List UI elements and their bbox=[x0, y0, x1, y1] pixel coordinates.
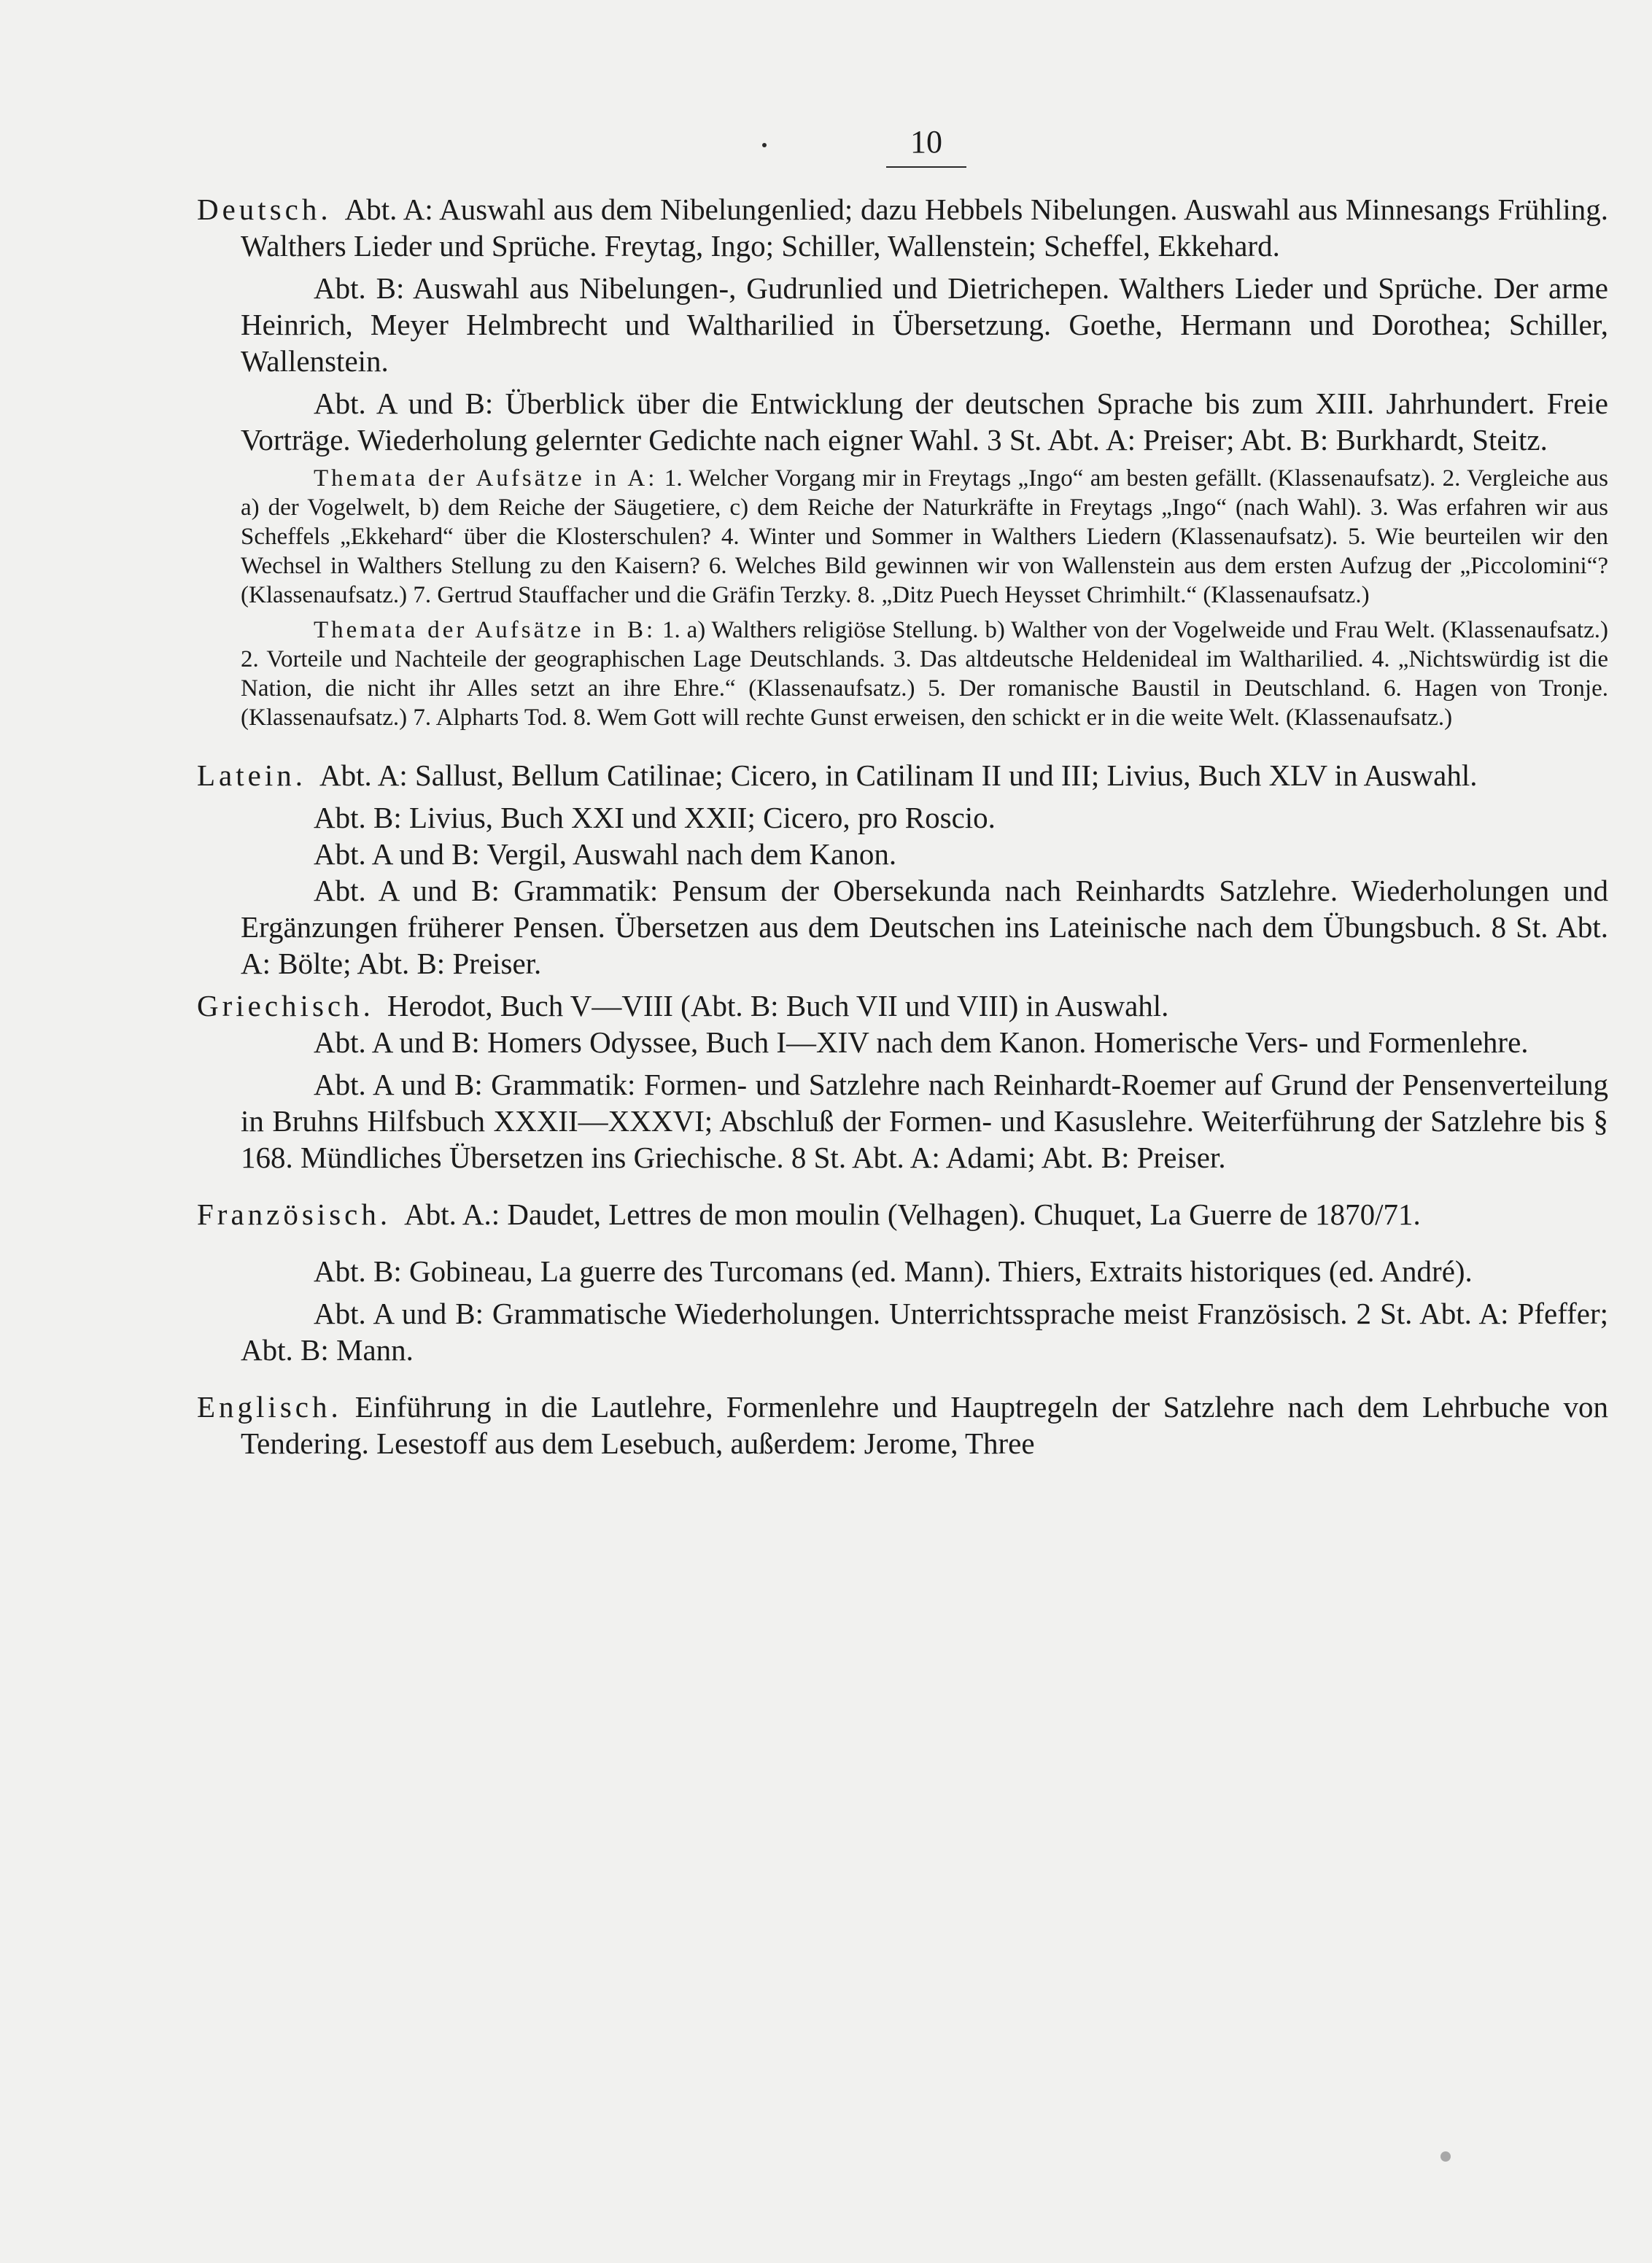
latein-paragraph-2: Abt. B: Livius, Buch XXI und XXII; Cicero, pro Roscio. bbox=[314, 801, 996, 834]
deutsch-text-1: Abt. A: Auswahl aus dem Nibelungenlied; dazu Hebbels Nibelungen. Auswahl aus Minnesangs Frühling. Walthers Lieder und Sprüche. Freytag, Ingo; Schiller, Wallenstein; Scheffel, Ekkehard. bbox=[241, 193, 1608, 263]
themata-b-text: 1. a) Walthers religiöse Stellung. b) Walther von der Vogelweide und Frau Welt. (Klassenaufsatz.) 2. Vorteile und Nachteile der geographischen Lage Deutschlands. 3. Das altdeutsche Heldenideal im Waltharilied. 4. „Nichtswürdig ist die Nation, die nicht ihr Alles setzt an ihre Ehre.“ (Klassenaufsatz.) 5. Der romanische Baustil in Deutschland. 6. Hagen von Tronje. (Klassenaufsatz.) 7. Alpharts Tod. 8. Wem Gott will rechte Gunst erweisen, den schickt er in die weite Welt. (Klassenaufsatz.) bbox=[241, 617, 1609, 731]
griechisch-paragraph-3: Abt. A und B: Grammatik: Formen- und Satzlehre nach Reinhardt-Roemer auf Grund der Pensenverteilung in Bruhns Hilfsbuch XXXII—XXXVI; Abschluß der Formen- und Kasuslehre. Weiterführung der Satzlehre bis § 168. Mündliches Übersetzen ins Griechische. 8 St. Abt. A: Adami; Abt. B: Preiser. bbox=[241, 1068, 1608, 1174]
subject-heading-englisch: Englisch. bbox=[197, 1390, 342, 1424]
latein-text-1: Abt. A: Sallust, Bellum Catilinae; Cicero, in Catilinam II und III; Livius, Buch XLV in Auswahl. bbox=[319, 758, 1478, 792]
franzoesisch-paragraph-2: Abt. B: Gobineau, La guerre des Turcomans (ed. Mann). Thiers, Extraits historiques (ed. André). bbox=[314, 1254, 1473, 1288]
deutsch-paragraph-2: Abt. B: Auswahl aus Nibelungen-, Gudrunlied und Dietrichepen. Walthers Lieder und Sprüche. Der arme Heinrich, Meyer Helmbrecht und Waltharilied in Übersetzung. Goethe, Hermann und Dorothea; Schiller, Wallenstein. bbox=[241, 271, 1608, 378]
griechisch-paragraph-1 bbox=[197, 987, 1608, 1024]
latein-paragraph-4: Abt. A und B: Grammatik: Pensum der Obersekunda nach Reinhardts Satzlehre. Wiederholungen und Ergänzungen früherer Pensen. Übersetzen aus dem Deutschen ins Lateinische nach dem Übungsbuch. 8 St. Abt. A: Bölte; Abt. B: Preiser. bbox=[241, 874, 1608, 980]
section-griechisch bbox=[0, 987, 1652, 1176]
englisch-paragraph-1 bbox=[197, 1389, 1608, 1462]
deutsch-paragraph-3: Abt. A und B: Überblick über die Entwicklung der deutschen Sprache bis zum XIII. Jahrhundert. Freie Vorträge. Wiederholung gelernter Gedichte nach eigner Wahl. 3 St. Abt. A: Preiser; Abt. B: Burkhardt, Steitz. bbox=[241, 387, 1608, 457]
latein-paragraph-1 bbox=[197, 757, 1608, 793]
subject-heading-franzoesisch: Französisch. bbox=[197, 1198, 392, 1231]
dot-mark bbox=[762, 143, 767, 147]
page-content bbox=[0, 191, 1652, 1462]
section-latein bbox=[0, 757, 1652, 982]
section-deutsch bbox=[0, 191, 1652, 732]
themata-a-label: Themata der Aufsätze in A: bbox=[314, 465, 658, 492]
deutsch-themata-a bbox=[241, 464, 1608, 610]
subject-heading-deutsch: Deutsch. bbox=[197, 193, 332, 226]
subject-heading-griechisch: Griechisch. bbox=[197, 989, 374, 1022]
section-englisch bbox=[0, 1389, 1652, 1462]
themata-a-text: 1. Welcher Vorgang mir in Freytags „Ingo“ am besten gefällt. (Klassenaufsatz). 2. Vergleiche aus a) der Vogelwelt, b) dem Reiche der Säugetiere, c) dem Reiche der Naturkräfte in Freytags „Ingo“ (nach Wahl). 3. Was erfahren wir aus Scheffels „Ekkehard“ über die Klosterschulen? 4. Winter und Sommer in Walthers Liedern (Klassenaufsatz). 5. Wie beurteilen wir den Wechsel in Walthers Stellung zu den Kaisern? 6. Welches Bild gewinnen wir von Wallenstein aus dem ersten Aufzug der „Piccolomini“? (Klassenaufsatz.) 7. Gertrud Stauffacher und die Gräfin Terzky. 8. „Ditz Puech Heysset Chrimhilt.“ (Klassenaufsatz.) bbox=[241, 465, 1608, 608]
deutsch-paragraph-1 bbox=[197, 191, 1608, 264]
griechisch-paragraph-2: Abt. A und B: Homers Odyssee, Buch I—XIV nach dem Kanon. Homerische Vers- und Formenlehre. bbox=[314, 1025, 1529, 1059]
griechisch-text-1: Herodot, Buch V—VIII (Abt. B: Buch VII und VIII) in Auswahl. bbox=[387, 989, 1169, 1022]
franzoesisch-paragraph-1 bbox=[197, 1196, 1608, 1233]
section-franzoesisch bbox=[0, 1196, 1652, 1368]
themata-b-label: Themata der Aufsätze in B: bbox=[314, 617, 656, 643]
deutsch-themata-b bbox=[241, 616, 1608, 732]
page-number: 10 bbox=[910, 124, 942, 160]
franzoesisch-text-1: Abt. A.: Daudet, Lettres de mon moulin (Velhagen). Chuquet, La Guerre de 1870/71. bbox=[404, 1198, 1421, 1231]
englisch-text-1: Einführung in die Lautlehre, Formenlehre und Hauptregeln der Satzlehre nach dem Lehrbuche von Tendering. Lesestoff aus dem Lesebuch, außerdem: Jerome, Three bbox=[241, 1390, 1608, 1460]
paper-speck bbox=[1440, 2151, 1451, 2162]
franzoesisch-paragraph-3: Abt. A und B: Grammatische Wiederholungen. Unterrichtssprache meist Französisch. 2 St. Abt. A: Pfeffer; Abt. B: Mann. bbox=[241, 1297, 1608, 1367]
subject-heading-latein: Latein. bbox=[197, 758, 306, 792]
page-number-rule bbox=[886, 166, 966, 168]
latein-paragraph-3: Abt. A und B: Vergil, Auswahl nach dem Kanon. bbox=[314, 837, 897, 871]
